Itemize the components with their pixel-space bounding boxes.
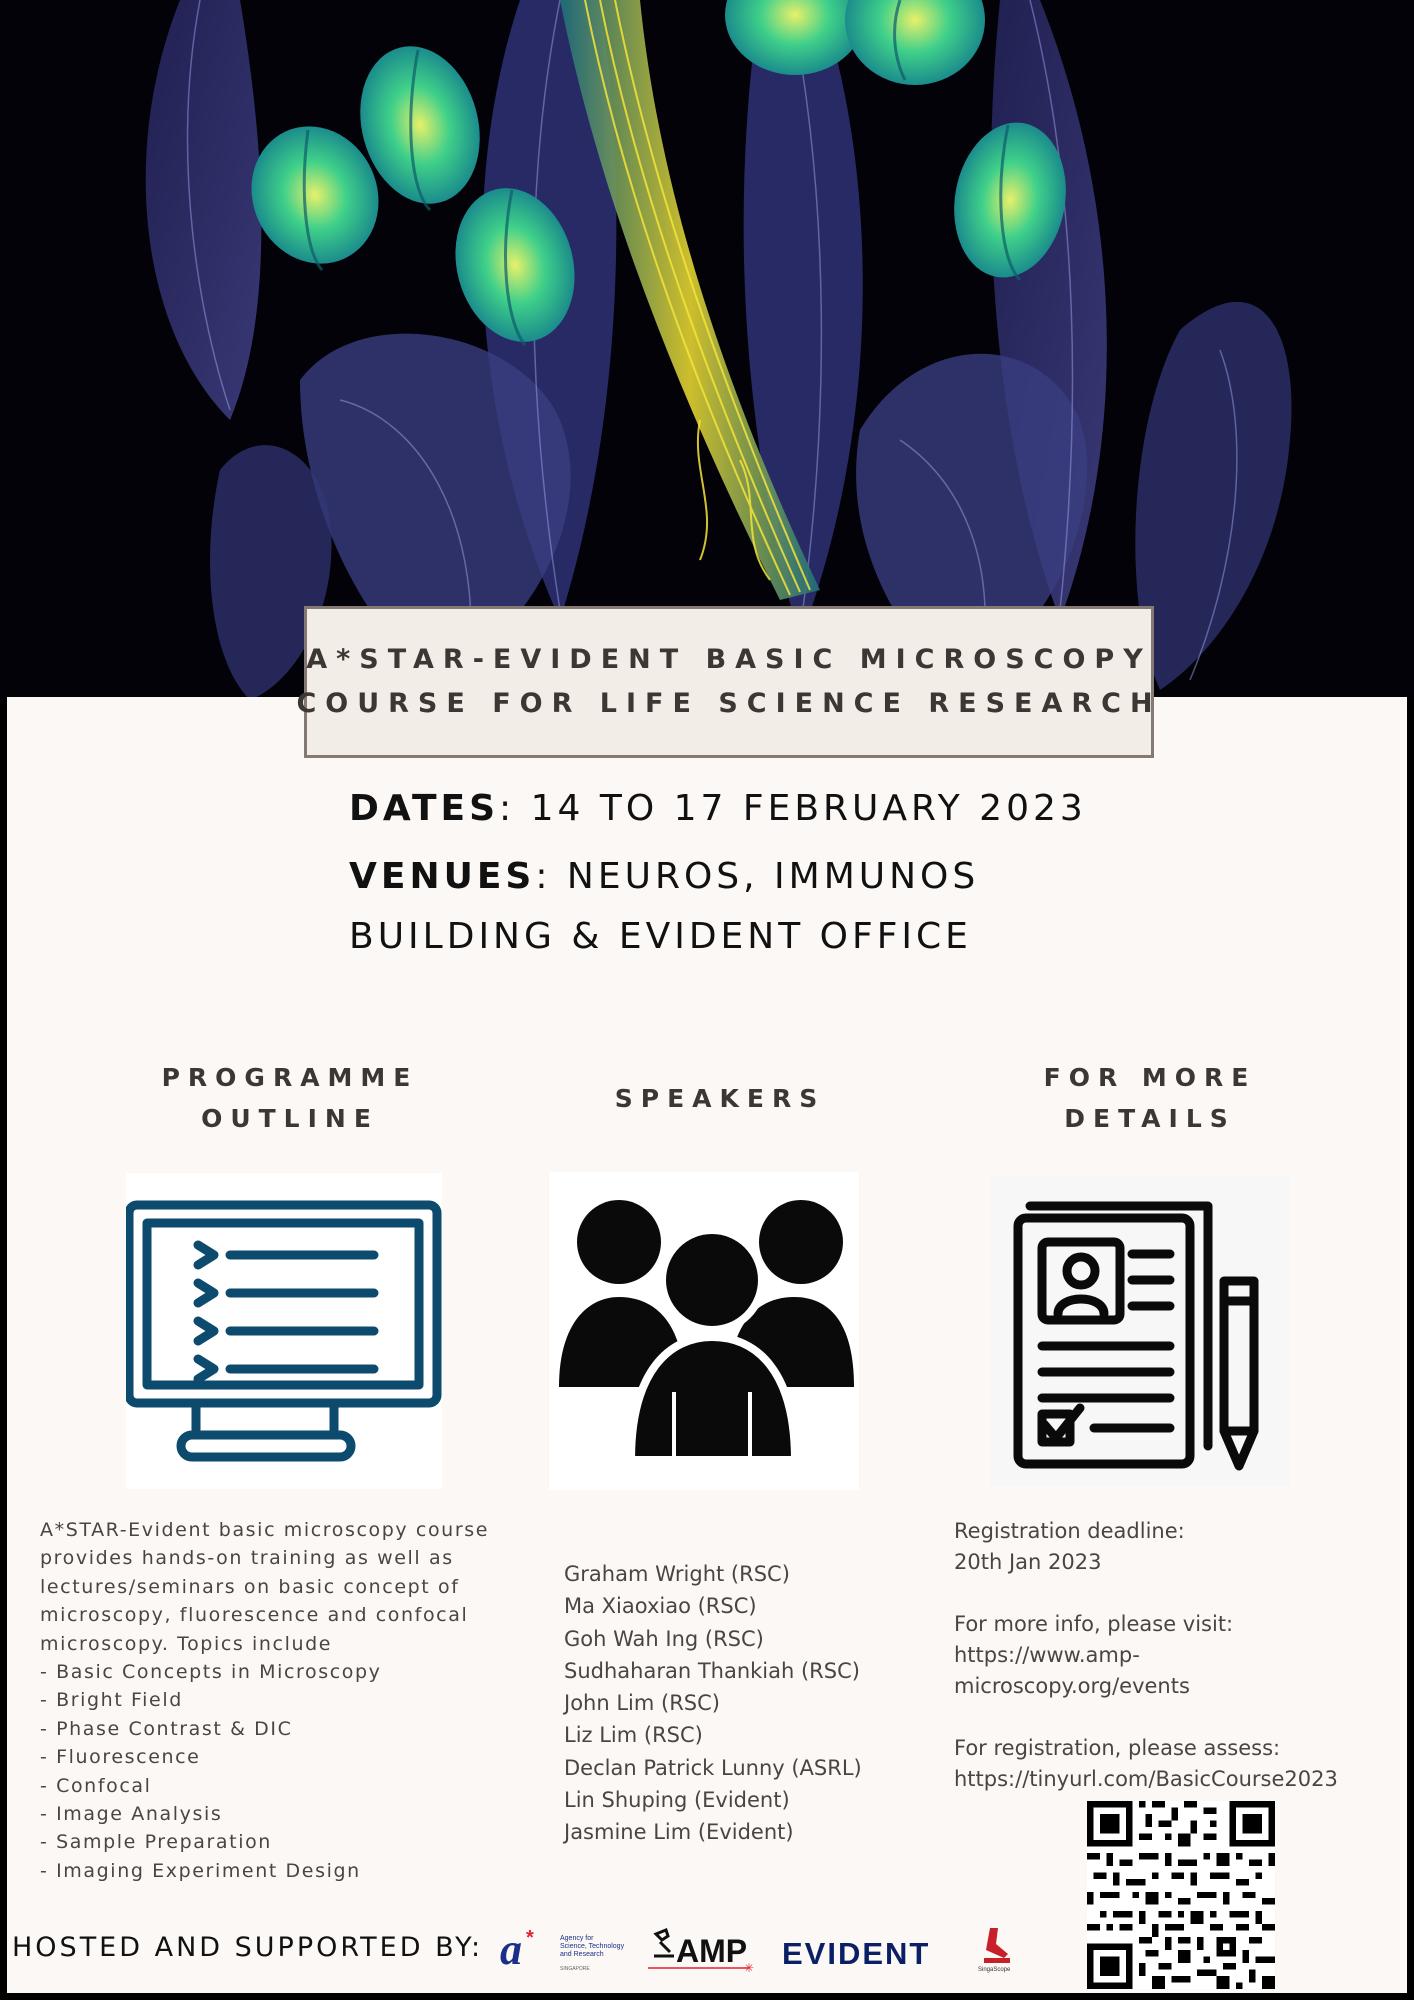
registration-label: For registration, please assess:: [954, 1736, 1281, 1760]
speaker-item: Goh Wah Ing (RSC): [564, 1626, 764, 1651]
speakers-list: [564, 1558, 924, 1849]
topic-item: - Image Analysis: [40, 1803, 223, 1826]
programme-outline-heading: [120, 1057, 460, 1139]
topic-item: - Confocal: [40, 1774, 152, 1797]
microscopy-hero-image: [0, 0, 1414, 700]
course-title-line-1: A*STAR-EVIDENT BASIC MICROSCOPY: [306, 644, 1152, 675]
astar-text-1: Agency for: [560, 1935, 594, 1942]
fluorescent-plant-tissue-image: [0, 0, 1414, 700]
venues-label: VENUES: [349, 856, 536, 897]
speaker-item: Sudhaharan Thankiah (RSC): [564, 1658, 860, 1683]
astar-text-3: and Research: [560, 1951, 604, 1958]
programme-description: [40, 1516, 510, 1885]
evident-logo: [782, 1932, 954, 1972]
dates-value: : 14 TO 17 FEBRUARY 2023: [499, 788, 1087, 829]
info-url-line-1[interactable]: https://www.amp-: [954, 1643, 1140, 1667]
topic-item: - Bright Field: [40, 1689, 183, 1712]
topic-item: - Fluorescence: [40, 1746, 201, 1769]
more-details-heading: [990, 1057, 1310, 1139]
topic-item: - Basic Concepts in Microscopy: [40, 1661, 382, 1684]
dates-line: [349, 788, 1087, 829]
deadline-label: Registration deadline:: [954, 1519, 1185, 1543]
speaker-item: Ma Xiaoxiao (RSC): [564, 1594, 757, 1619]
speaker-item: Declan Patrick Lunny (ASRL): [564, 1755, 862, 1780]
speaker-item: Graham Wright (RSC): [564, 1562, 790, 1586]
programme-heading-line-2: OUTLINE: [201, 1104, 379, 1133]
dates-label: DATES: [349, 788, 500, 829]
monitor-list-icon: [126, 1173, 442, 1489]
singascope-text: SingaScope: [978, 1967, 1011, 1973]
registration-form-icon: [990, 1176, 1290, 1486]
people-group-icon: [549, 1172, 859, 1490]
svg-text:a: a: [500, 1926, 522, 1974]
astar-text-2: Science, Technology: [560, 1943, 625, 1950]
course-title-box: [296, 606, 1162, 758]
speaker-item: Lin Shuping (Evident): [564, 1788, 790, 1813]
info-url-line-2[interactable]: microscopy.org/events: [954, 1674, 1190, 1698]
svg-text:✳: ✳: [744, 1961, 755, 1975]
venues-value: : NEUROS, IMMUNOS: [535, 856, 980, 897]
hosted-by-label: HOSTED AND SUPPORTED BY:: [12, 1932, 484, 1963]
astar-text-4: SINGAPORE: [560, 1966, 590, 1972]
astar-logo: [500, 1926, 626, 1976]
amp-logo: [648, 1926, 758, 1976]
info-label: For more info, please visit:: [954, 1612, 1234, 1636]
amp-text: AMP: [676, 1933, 748, 1969]
speaker-item: Liz Lim (RSC): [564, 1723, 703, 1748]
programme-heading-line-1: PROGRAMME: [161, 1063, 419, 1092]
registration-link[interactable]: https://tinyurl.com/BasicCourse2023: [954, 1767, 1338, 1791]
speaker-item: John Lim (RSC): [564, 1691, 720, 1716]
venues-line-2: BUILDING & EVIDENT OFFICE: [349, 916, 972, 957]
info-link[interactable]: [954, 1640, 1394, 1702]
svg-text:*: *: [526, 1927, 534, 1949]
deadline-value: 20th Jan 2023: [954, 1550, 1102, 1574]
topic-item: - Phase Contrast & DIC: [40, 1717, 293, 1740]
registration-qr-code[interactable]: [1087, 1801, 1275, 1989]
singascope-logo: [974, 1924, 1022, 1974]
details-heading-line-1: FOR MORE: [1043, 1063, 1257, 1092]
evident-text: EVIDENT: [782, 1936, 931, 1971]
details-heading-line-2: DETAILS: [1064, 1104, 1236, 1133]
course-title-line-2: COURSE FOR LIFE SCIENCE RESEARCH: [296, 688, 1162, 719]
programme-intro: A*STAR-Evident basic microscopy course provides hands-on training as well as lectures/seminars on basic concept of microscopy, fluorescence and confocal microscopy. Topics include: [40, 1519, 490, 1655]
topic-item: - Sample Preparation: [40, 1831, 272, 1854]
venues-line: [349, 856, 979, 897]
speaker-item: Jasmine Lim (Evident): [564, 1820, 794, 1845]
details-text: [954, 1516, 1394, 1795]
speakers-heading: SPEAKERS: [614, 1084, 826, 1113]
topic-item: - Imaging Experiment Design: [40, 1859, 361, 1882]
